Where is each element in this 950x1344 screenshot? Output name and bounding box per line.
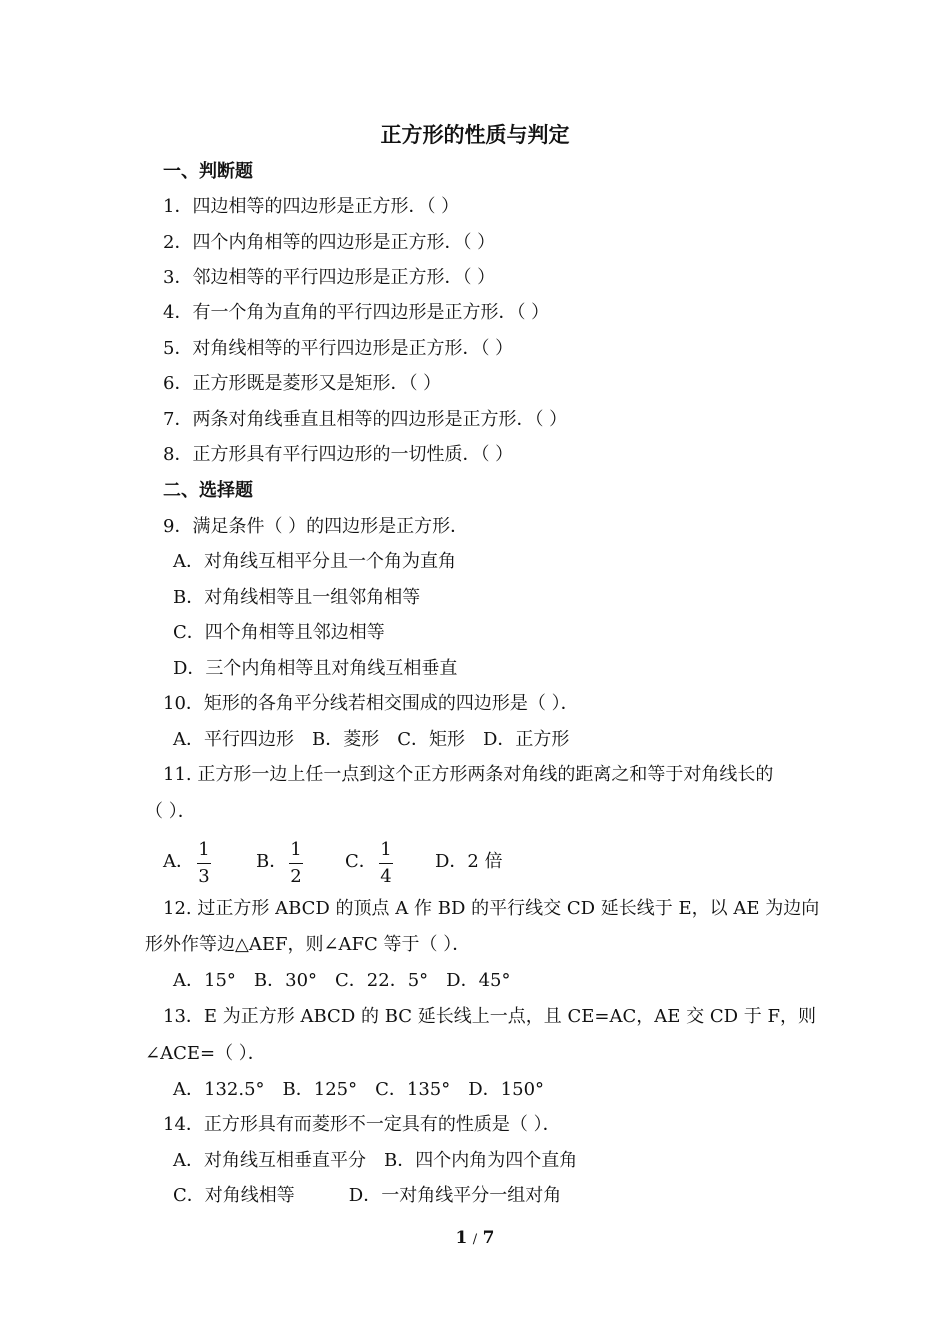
page-current: 1 bbox=[455, 1228, 468, 1248]
question-1: 1．四边相等的四边形是正方形．（ ） bbox=[163, 196, 460, 217]
question-11-stem-line1: 11. 正方形一边上任一点到这个正方形两条对角线的距离之和等于对角线长的 bbox=[163, 764, 774, 785]
option-c-label: C． bbox=[345, 851, 377, 872]
question-11-options bbox=[0, 838, 950, 890]
fraction-numerator: 1 bbox=[198, 839, 210, 860]
page-number bbox=[0, 1226, 950, 1252]
fraction-denominator: 4 bbox=[380, 866, 392, 887]
question-4: 4．有一个角为直角的平行四边形是正方形．（ ） bbox=[163, 302, 550, 323]
fraction-numerator: 1 bbox=[290, 839, 302, 860]
fraction-denominator: 3 bbox=[198, 866, 210, 887]
question-5: 5．对角线相等的平行四边形是正方形．（ ） bbox=[163, 338, 514, 359]
page-total: 7 bbox=[482, 1228, 495, 1248]
fraction-bar bbox=[197, 863, 211, 864]
page-title: 正方形的性质与判定 bbox=[380, 122, 570, 147]
option-b-label: B． bbox=[256, 851, 288, 872]
question-9-option-d: D．三个内角相等且对角线互相垂直 bbox=[173, 658, 458, 679]
question-9-option-c: C．四个角相等且邻边相等 bbox=[173, 622, 385, 643]
question-12-stem-line2: 形外作等边△AEF，则∠AFC 等于（ ）． bbox=[145, 934, 471, 955]
question-12-stem-line1: 12. 过正方形 ABCD 的顶点 A 作 BD 的平行线交 CD 延长线于 E，以 AE 为边向 bbox=[163, 898, 820, 919]
question-9-option-b: B．对角线相等且一组邻角相等 bbox=[173, 587, 421, 608]
fraction-numerator: 1 bbox=[380, 839, 392, 860]
question-13-options: A．132.5° B．125° C．135° D．150° bbox=[173, 1079, 545, 1100]
question-13-stem-line2: ∠ACE=（ ）． bbox=[145, 1043, 266, 1064]
question-6: 6．正方形既是菱形又是矩形．（ ） bbox=[163, 373, 442, 394]
question-10-options: A．平行四边形 B．菱形 C．矩形 D．正方形 bbox=[173, 729, 570, 750]
option-d-label: D．2 倍 bbox=[435, 851, 503, 872]
question-8: 8．正方形具有平行四边形的一切性质．（ ） bbox=[163, 444, 514, 465]
section-heading-judgement: 一、判断题 bbox=[163, 161, 253, 182]
fraction-bar bbox=[379, 863, 393, 864]
question-14-options-line1: A．对角线互相垂直平分 B．四个内角为四个直角 bbox=[173, 1150, 578, 1171]
fraction-one-half bbox=[286, 838, 306, 889]
fraction-one-third bbox=[194, 838, 214, 889]
section-heading-choice: 二、选择题 bbox=[163, 480, 253, 501]
fraction-denominator: 2 bbox=[290, 866, 302, 887]
question-11-stem-line2: （ ）． bbox=[145, 801, 196, 822]
page-separator: / bbox=[472, 1232, 478, 1247]
question-10-stem: 10．矩形的各角平分线若相交围成的四边形是（ ）． bbox=[163, 693, 579, 714]
question-9-stem: 9．满足条件（ ）的四边形是正方形． bbox=[163, 516, 469, 537]
question-13-stem-line1: 13．E 为正方形 ABCD 的 BC 延长线上一点，且 CE=AC，AE 交 CD 于 F，则 bbox=[163, 1006, 816, 1027]
question-2: 2．四个内角相等的四边形是正方形．（ ） bbox=[163, 232, 496, 253]
question-12-options: A．15° B．30° C．22．5° D．45° bbox=[173, 970, 511, 991]
question-14-stem: 14．正方形具有而菱形不一定具有的性质是（ ）． bbox=[163, 1114, 561, 1135]
question-14-options-line2: C．对角线相等 D．一对角线平分一组对角 bbox=[173, 1185, 562, 1206]
option-a-label: A． bbox=[163, 851, 194, 872]
question-3: 3．邻边相等的平行四边形是正方形．（ ） bbox=[163, 267, 496, 288]
question-7: 7．两条对角线垂直且相等的四边形是正方形．（ ） bbox=[163, 409, 568, 430]
fraction-one-quarter bbox=[376, 838, 396, 889]
fraction-bar bbox=[289, 863, 303, 864]
question-9-option-a: A．对角线互相平分且一个角为直角 bbox=[173, 551, 456, 572]
